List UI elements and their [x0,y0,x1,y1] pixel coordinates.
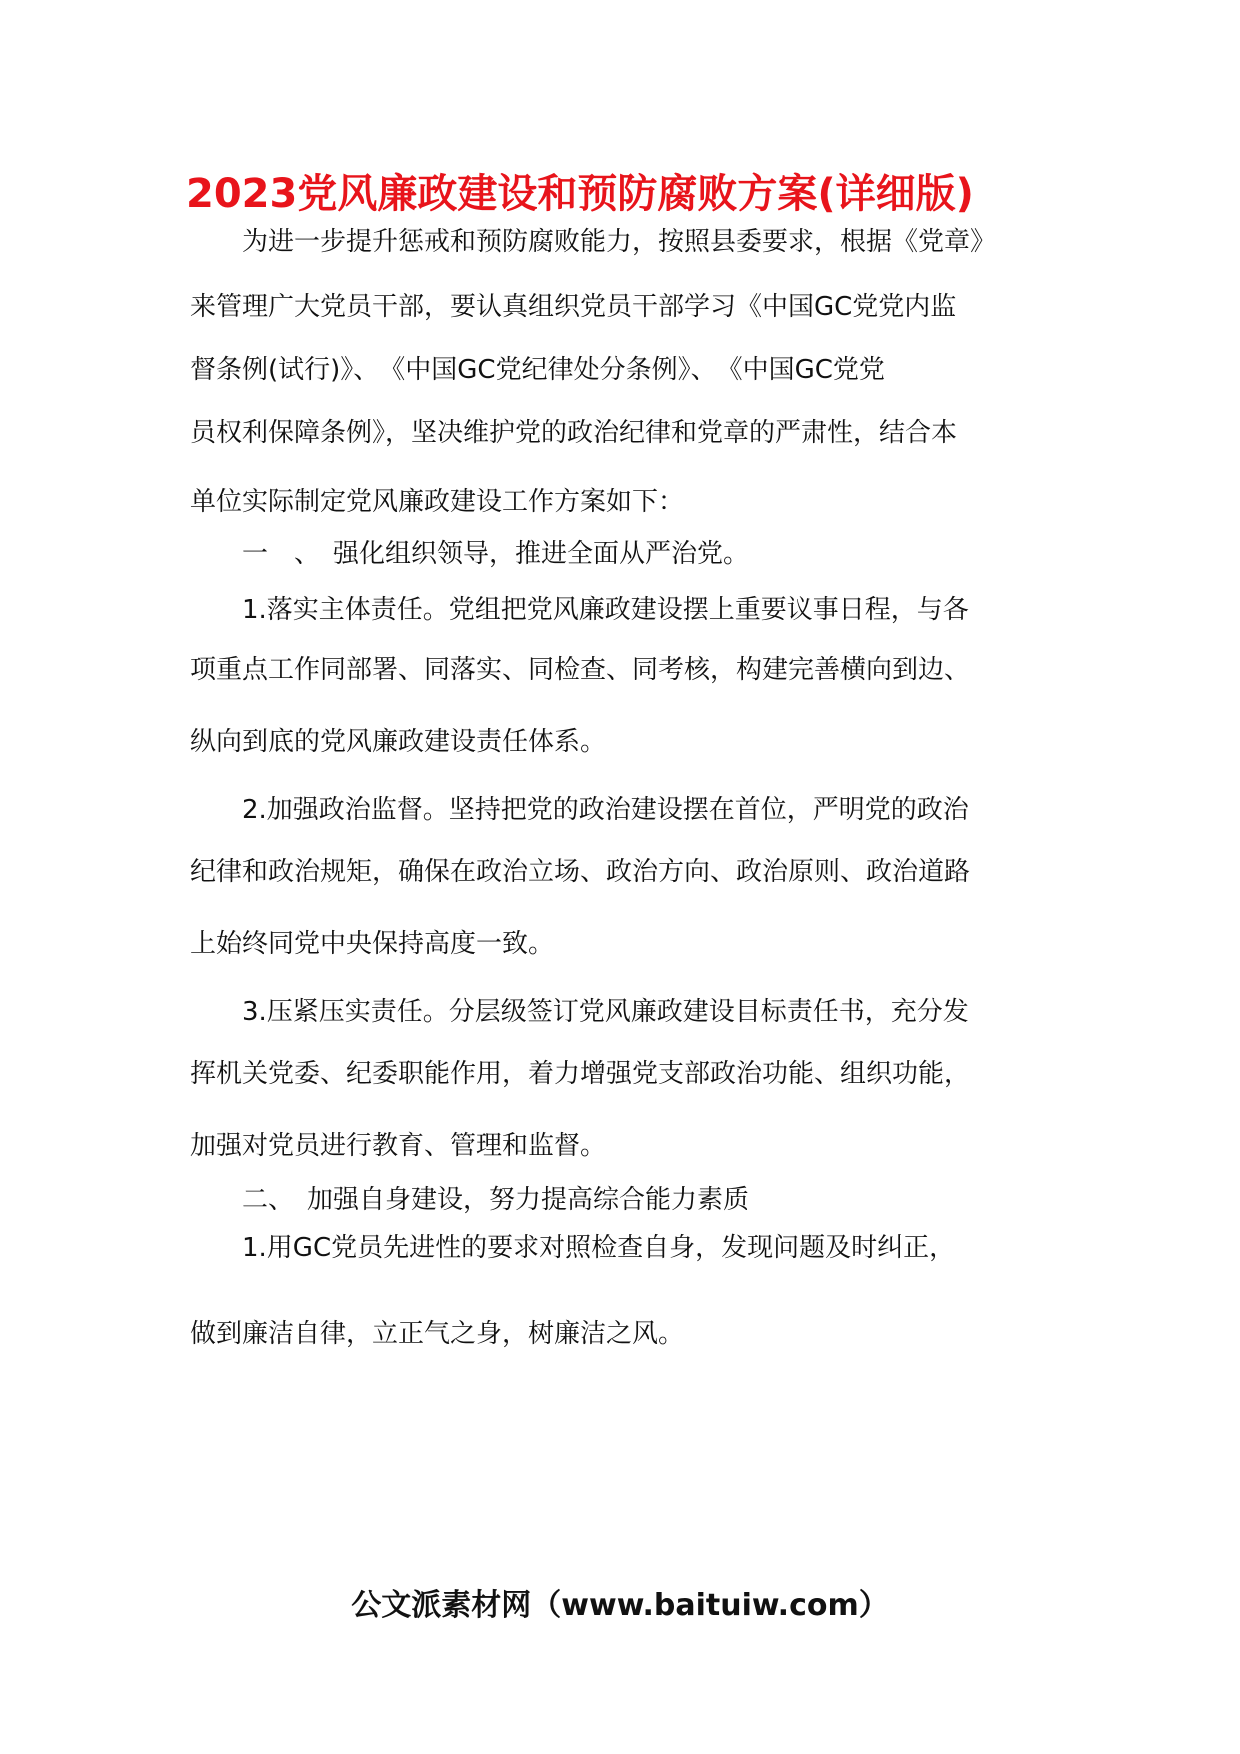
paragraph-line-3: 督条例(试行)》、 《中国GC党纪律处分条例》、 《中国GC党党 [190,355,885,385]
paragraph-line-10: 2.加强政治监督。坚持把党的政治建设摆在首位，严明党的政治 [242,795,969,825]
paragraph-line-17: 1.用GC党员先进性的要求对照检查自身，发现问题及时纠正， [242,1233,956,1263]
paragraph-line-13: 3.压紧压实责任。分层级签订党风廉政建设目标责任书，充分发 [242,997,969,1027]
paragraph-line-4: 员权利保障条例》，坚决维护党的政治纪律和党章的严肃性，结合本 [190,418,958,448]
paragraph-line-15: 加强对党员进行教育、管理和监督。 [190,1131,607,1161]
paragraph-line-14: 挥机关党委、纪委职能作用，着力增强党支部政治功能、组织功能， [190,1059,971,1089]
paragraph-line-5: 单位实际制定党风廉政建设工作方案如下： [190,487,685,517]
paragraph-line-9: 纵向到底的党风廉政建设责任体系。 [190,727,607,757]
paragraph-line-2: 来管理广大党员干部，要认真组织党员干部学习《中国GC党党内监 [190,292,957,322]
paragraph-line-1: 为进一步提升惩戒和预防腐败能力，按照县委要求，根据《党章》 [242,227,997,257]
footer-watermark: 公文派素材网（www.baituiw.com） [351,1588,889,1623]
section-heading-1: 一 、 强化组织领导，推进全面从严治党。 [242,539,750,569]
paragraph-line-8: 项重点工作同部署、同落实、同检查、同考核，构建完善横向到边、 [190,655,971,685]
section-heading-2: 二、 加强自身建设，努力提高综合能力素质 [242,1185,750,1215]
paragraph-line-7: 1.落实主体责任。党组把党风廉政建设摆上重要议事日程，与各 [242,595,969,625]
paragraph-line-12: 上始终同党中央保持高度一致。 [190,929,555,959]
paragraph-line-18: 做到廉洁自律，立正气之身，树廉洁之风。 [190,1319,685,1349]
document-title: 2023党风廉政建设和预防腐败方案(详细版) [186,171,974,217]
paragraph-line-11: 纪律和政治规矩，确保在政治立场、政治方向、政治原则、政治道路 [190,857,971,887]
